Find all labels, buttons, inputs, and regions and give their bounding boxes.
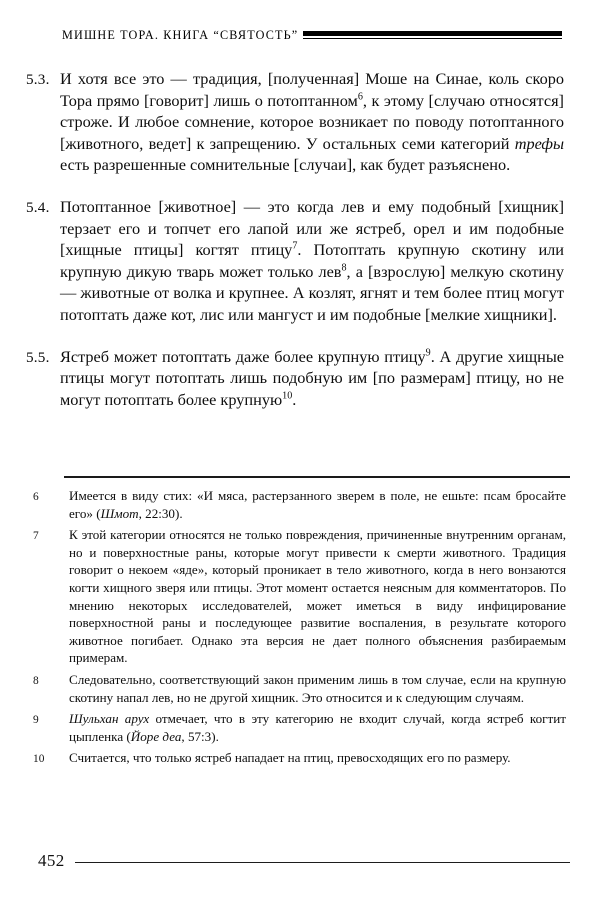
footnote-number: 8	[33, 674, 39, 687]
footnote-number: 10	[33, 753, 45, 766]
section-5-5	[0, 346, 600, 411]
running-header-title: МИШНЕ ТОРА. КНИГА “СВЯТОСТЬ”	[62, 27, 299, 42]
footnote-text: Имеется в виду стих: «И мяса, растерзанного зверем в поле, не ешьте: псам бросайте его» (Шмот, 22:30).	[69, 488, 566, 521]
footnote-number: 6	[33, 491, 39, 503]
page-number: 452	[38, 850, 65, 870]
footnote-10	[0, 749, 600, 769]
section-number: 5.4.	[26, 198, 50, 216]
section-5-4	[0, 196, 600, 326]
header-rule-thick	[303, 31, 562, 36]
header-rule	[303, 31, 562, 41]
footnote-7	[0, 526, 600, 667]
footnote-number: 9	[33, 714, 39, 727]
section-paragraph: И хотя все это — традиция, [полученная] Моше на Синае, коль скоро Тора прямо [говорит] лишь о потоптанном$^6$, к этому [случаю относятся] строже. И любое сомнение, которое возникает по поводу потоптанного [животного, ведет] к запрещению. У остальных семи категорий трефы есть разрешенные сомнительные [случаи], как будет разъяснено.	[60, 69, 564, 175]
footnote-8	[0, 671, 600, 706]
footnote-number: 7	[33, 530, 39, 543]
footnote-separator-rule	[64, 476, 570, 478]
section-paragraph: Потоптанное [животное] — это когда лев и ему подобный [хищник] терзает его и топчет его лапой или же ястреб, орел и им подобные [хищные птицы] когтят птицу$^7$. Потоптать крупную скотину или крупную дикую тварь может только лев$^8$, а [взрослую] мелкую скотину — животные от волка и крупнее. А козлят, ягнят и тем более птиц могут потоптать даже кот, лис или мангуст и им подобные [мелкие хищники].	[60, 196, 564, 324]
footnotes-list	[0, 487, 600, 773]
header-rule-thin	[303, 38, 562, 39]
body-content	[0, 68, 600, 430]
footnote-9	[0, 710, 600, 745]
page-footer	[38, 849, 570, 871]
footnote-text: Следовательно, соответствующий закон применим лишь в том случае, если на крупную скотину напал лев, но не другой хищник. Это относится и к следующим случаям.	[69, 671, 566, 705]
section-number: 5.3.	[26, 71, 50, 88]
footnote-text: Шульхан арух отмечает, что в эту категорию не входит случай, когда ястреб когтит цыпленка (Йоре деа, 57:3).	[69, 711, 566, 744]
section-5-3	[0, 68, 600, 176]
section-paragraph: Ястреб может потоптать даже более крупную птицу$^9$. А другие хищные птицы могут потоптать лишь подобную им [по размерам] птицу, но не могут потоптать более крупную$^{10}$.	[60, 346, 564, 409]
section-number: 5.5.	[26, 348, 50, 366]
footnote-text: К этой категории относятся не только повреждения, причиненные внутренним органам, но и поверхностные раны, которые могут привести к смерти животного. Традиция говорит о некоем «яде», который проникает в тело животного, когда в него вонзаются когти хищного зверя или птицы. Этот момент остается неясным для комментаторов. По мнению некоторых исследователей, может иметься в виду инфицирование поверхностной раны и последующее развитие воспаления, в результате которого животное погибает. Однако эта версия не дает полного объяснения разбираемым примерам.	[69, 527, 566, 666]
footnote-6	[0, 487, 600, 522]
running-header	[62, 22, 562, 48]
footnote-text: Считается, что только ястреб нападает на птиц, превосходящих его по размеру.	[69, 750, 511, 766]
footer-rule	[75, 862, 570, 863]
